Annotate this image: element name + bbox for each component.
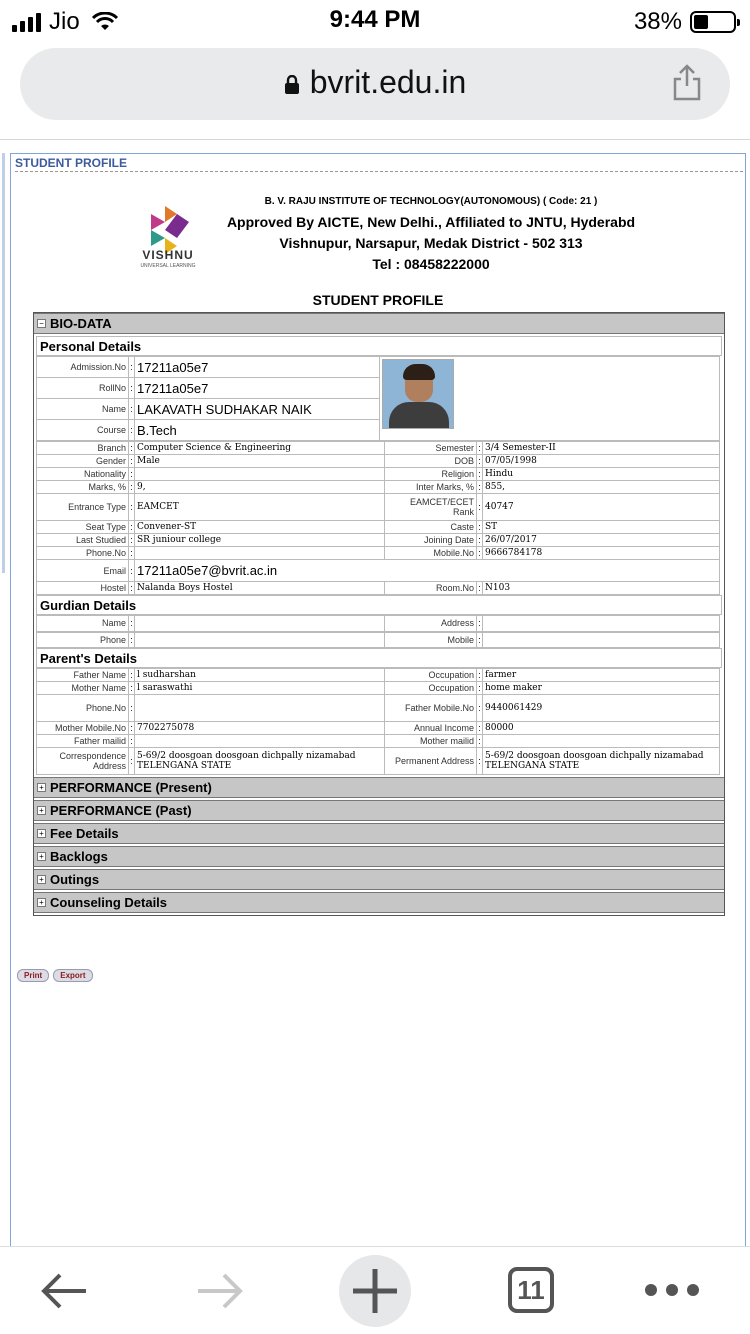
hostel-value: Nalanda Boys Hostel xyxy=(135,582,385,595)
label: DOB xyxy=(385,455,477,468)
expand-icon[interactable]: + xyxy=(37,829,46,838)
label: Phone.No xyxy=(37,695,129,722)
label: Nationality xyxy=(37,468,129,481)
tab-count: 11 xyxy=(517,1275,545,1305)
label: Caste xyxy=(385,521,477,534)
nationality-value xyxy=(135,468,385,481)
inter-marks-value: 855, xyxy=(483,481,720,494)
joining-date-value: 26/07/2017 xyxy=(483,534,720,547)
page-title: STUDENT PROFILE xyxy=(15,156,128,170)
label: Branch xyxy=(37,442,129,455)
profile-title: STUDENT PROFILE xyxy=(312,292,444,308)
label: Last Studied xyxy=(37,534,129,547)
forward-icon[interactable] xyxy=(194,1267,246,1315)
permanent-address-value: 5-69/2 doosgoan doosgoan dichpally nizamabad TELENGANA STATE xyxy=(483,748,720,775)
section-title: Fee Details xyxy=(50,826,119,841)
divider xyxy=(0,139,750,140)
section-performance-past[interactable] xyxy=(34,800,724,821)
label: Entrance Type xyxy=(37,494,129,521)
label: Semester xyxy=(385,442,477,455)
marks-value: 9, xyxy=(135,481,385,494)
section-title: BIO-DATA xyxy=(50,316,112,331)
section-title: Backlogs xyxy=(50,849,108,864)
caste-value: ST xyxy=(483,521,720,534)
label: Mother Mobile.No xyxy=(37,722,129,735)
institute-approval: Approved By AICTE, New Delhi., Affiliated to JNTU, Hyderabd xyxy=(226,214,636,230)
url-text: bvrit.edu.in xyxy=(309,64,467,100)
guardian-mobile-value xyxy=(483,632,720,648)
more-icon[interactable] xyxy=(644,1283,700,1297)
guardian-details-header: Gurdian Details xyxy=(36,595,722,615)
phone-value xyxy=(135,547,385,560)
section-title: Outings xyxy=(50,872,100,887)
collapse-icon[interactable]: − xyxy=(37,319,46,328)
print-button[interactable]: Print xyxy=(17,969,49,982)
label: Admission.No xyxy=(37,357,129,378)
label: Inter Marks, % xyxy=(385,481,477,494)
student-photo xyxy=(382,359,454,429)
carrier: Jio xyxy=(49,8,80,35)
label: Father Name xyxy=(37,669,129,682)
label: Father Mobile.No xyxy=(385,695,477,722)
admission-value: 17211a05e7 xyxy=(135,357,380,378)
label: Name xyxy=(37,399,129,420)
guardian-address-value xyxy=(483,616,720,632)
rank-value: 40747 xyxy=(483,494,720,521)
section-biodata[interactable] xyxy=(34,313,724,334)
clock: 9:44 PM xyxy=(329,6,421,33)
course-value: B.Tech xyxy=(135,420,380,441)
battery-percent: 38% xyxy=(633,8,682,35)
logo-text: VISHNU xyxy=(142,248,194,262)
tabs-button[interactable] xyxy=(508,1267,554,1313)
battery-icon xyxy=(690,11,736,33)
guardian-name-value xyxy=(135,616,385,632)
mother-occupation-value: home maker xyxy=(483,682,720,695)
father-mail-value xyxy=(135,735,385,748)
room-value: N103 xyxy=(483,582,720,595)
religion-value: Hindu xyxy=(483,468,720,481)
entrance-value: EAMCET xyxy=(135,494,385,521)
back-icon[interactable] xyxy=(38,1267,90,1315)
section-title: PERFORMANCE (Past) xyxy=(50,803,192,818)
section-fee-details[interactable] xyxy=(34,823,724,844)
father-mobile-value: 9440061429 xyxy=(483,695,720,722)
mobile-value: 9666784178 xyxy=(483,547,720,560)
label: Mobile xyxy=(385,632,477,648)
section-outings[interactable] xyxy=(34,869,724,890)
label: Father mailid xyxy=(37,735,129,748)
roll-value: 17211a05e7 xyxy=(135,378,380,399)
institute-phone: Tel : 08458222000 xyxy=(372,256,490,272)
label: Mobile.No xyxy=(385,547,477,560)
guardian-phone-value xyxy=(135,632,385,648)
correspondence-address-value: 5-69/2 doosgoan doosgoan dichpally nizamabad TELENGANA STATE xyxy=(135,748,385,775)
label: Occupation xyxy=(385,669,477,682)
personal-details-header: Personal Details xyxy=(36,336,722,356)
expand-icon[interactable]: + xyxy=(37,875,46,884)
label: Course xyxy=(37,420,129,441)
logo-subtext: UNIVERSAL LEARNING xyxy=(140,263,196,269)
parent-details-table: Father Name : l sudharshan Occupation : farmer Mother Name : l saraswathi Occupation : home maker Phone.No : Father Mobile.No : 9440061429 Mother Mobile.No : 7702275078 Annual Income : 80000 Father mailid : Mother mailid : Correspondence Address : 5-69/2 doosgoan doosgoan dichpally nizamabad TELENGANA STATE Permanent Address : 5-69/2 doosgoan doosgoan dichpally nizamabad TELENGANA STATE xyxy=(36,668,720,775)
income-value: 80000 xyxy=(483,722,720,735)
label: Gender xyxy=(37,455,129,468)
mother-mobile-value: 7702275078 xyxy=(135,722,385,735)
institute-address: Vishnupur, Narsapur, Medak District - 502 313 xyxy=(279,235,583,251)
new-tab-button[interactable] xyxy=(339,1255,411,1327)
address-bar[interactable] xyxy=(20,48,730,120)
browser-toolbar xyxy=(0,1246,750,1334)
section-counseling[interactable] xyxy=(34,892,724,913)
section-title: Counseling Details xyxy=(50,895,168,910)
expand-icon[interactable]: + xyxy=(37,783,46,792)
page-frame xyxy=(10,153,746,1247)
label: RollNo xyxy=(37,378,129,399)
profile-panel xyxy=(33,312,725,916)
label: Phone.No xyxy=(37,547,129,560)
label: Seat Type xyxy=(37,521,129,534)
last-studied-value: SR juniour college xyxy=(135,534,385,547)
expand-icon[interactable]: + xyxy=(37,806,46,815)
mother-mail-value xyxy=(483,735,720,748)
semester-value: 3/4 Semester-II xyxy=(483,442,720,455)
status-bar xyxy=(0,0,750,40)
label: EAMCET/ECET Rank xyxy=(385,494,477,521)
label: Phone xyxy=(37,632,129,648)
label: Joining Date xyxy=(385,534,477,547)
label: Mother mailid xyxy=(385,735,477,748)
personal-details-table-2: Branch : Computer Science & Engineering Semester : 3/4 Semester-II Gender : Male DOB : 07/05/1998 Nationality : Religion : Hindu Marks, % : 9, Inter Marks, % : 855, Entrance Type : EAMCET EAMCET/ECET Rank : 40747 Seat Type : Convener-ST Caste : ST Last Studied : SR juniour college Joining Date : 26/07/2017 Phone.No : Mobile.No : 9666784178 Email : 17211a05e7@bvrit.ac.in Hostel : Nalanda Boys Hostel Room.No : N103 xyxy=(36,441,720,595)
label: Room.No xyxy=(385,582,477,595)
email-value: 17211a05e7@bvrit.ac.in xyxy=(135,560,720,582)
section-title: PERFORMANCE (Present) xyxy=(50,780,212,795)
section-performance-present[interactable] xyxy=(34,777,724,798)
mother-name-value: l saraswathi xyxy=(135,682,385,695)
father-occupation-value: farmer xyxy=(483,669,720,682)
personal-details-table: Admission.No : 17211a05e7 RollNo : 17211a05e7 Name : LAKAVATH SUDHAKAR NAIK Course : B.Tech xyxy=(36,356,720,441)
label: Religion xyxy=(385,468,477,481)
plus-icon xyxy=(339,1255,411,1327)
expand-icon[interactable]: + xyxy=(37,898,46,907)
label: Occupation xyxy=(385,682,477,695)
label: Annual Income xyxy=(385,722,477,735)
share-icon[interactable] xyxy=(672,62,702,102)
name-value: LAKAVATH SUDHAKAR NAIK xyxy=(135,399,380,420)
label: Hostel xyxy=(37,582,129,595)
institute-name: B. V. RAJU INSTITUTE OF TECHNOLOGY(AUTONOMOUS) ( Code: 21 ) xyxy=(264,196,598,207)
gender-value: Male xyxy=(135,455,385,468)
label: Marks, % xyxy=(37,481,129,494)
photo-cell xyxy=(379,357,719,441)
label: Name xyxy=(37,616,129,632)
parent-details-header: Parent's Details xyxy=(36,648,722,668)
dotted-divider xyxy=(15,171,743,172)
label: Mother Name xyxy=(37,682,129,695)
dob-value: 07/05/1998 xyxy=(483,455,720,468)
parent-phone-value xyxy=(135,695,385,722)
branch-value: Computer Science & Engineering xyxy=(135,442,385,455)
expand-icon[interactable]: + xyxy=(37,852,46,861)
seat-value: Convener-ST xyxy=(135,521,385,534)
label: Email xyxy=(37,560,129,582)
father-name-value: l sudharshan xyxy=(135,669,385,682)
export-button[interactable]: Export xyxy=(53,969,92,982)
label: Address xyxy=(385,616,477,632)
institute-logo xyxy=(129,194,207,274)
frame-edge xyxy=(0,153,5,573)
label: Permanent Address xyxy=(385,748,477,775)
section-backlogs[interactable] xyxy=(34,846,724,867)
guardian-details-table: Name : Address : Phone : Mobile : xyxy=(36,615,720,648)
lock-icon xyxy=(284,75,300,95)
label: Correspondence Address xyxy=(37,748,129,775)
